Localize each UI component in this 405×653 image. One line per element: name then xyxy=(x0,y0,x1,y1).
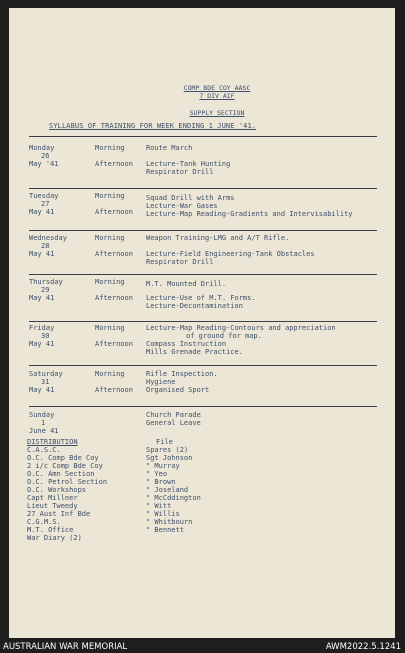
distribution-item: O.C. Amn Section xyxy=(27,470,95,478)
activity: Organised Sport xyxy=(146,386,210,394)
activity: Squad Drill with Arms xyxy=(146,194,235,202)
entry-time: Morning xyxy=(95,144,125,152)
entry-day: Tuesday xyxy=(29,192,59,200)
entry-time: Morning xyxy=(95,234,125,242)
divider xyxy=(29,321,377,322)
activity: Lecture-Decontamination xyxy=(146,302,243,310)
entry-date xyxy=(29,324,91,348)
activity: General Leave xyxy=(146,419,201,427)
entry-month: May 41 xyxy=(29,294,55,302)
activity: Lecture-War Gases xyxy=(146,202,218,210)
activity: Rifle Inspection. xyxy=(146,370,218,378)
activity: Church Parade xyxy=(146,411,201,419)
distribution-item: C.A.S.C. xyxy=(27,446,61,454)
entry-time: Afternoon xyxy=(95,250,133,258)
activity: Route March xyxy=(146,144,193,152)
entry-day-number: 26 xyxy=(41,152,50,160)
entry-day: Monday xyxy=(29,144,55,152)
entry-activities xyxy=(146,192,396,218)
entry-time: Morning xyxy=(95,192,125,200)
entry-activities xyxy=(146,411,396,427)
entry-day: Sunday xyxy=(29,411,55,419)
entry-time: Afternoon xyxy=(95,208,133,216)
activity: Hygiene xyxy=(146,378,176,386)
distribution-item: Lieut Tweedy xyxy=(27,502,78,510)
entry-time: Afternoon xyxy=(95,340,133,348)
entry-activities xyxy=(146,324,396,356)
divider xyxy=(29,274,377,275)
distribution-item: File xyxy=(156,438,173,446)
entry-date xyxy=(29,192,91,216)
activity: Respirator Drill xyxy=(146,258,214,266)
distribution-item: " Willis xyxy=(146,510,180,518)
entry-day-number: 31 xyxy=(41,378,50,386)
entry-month: May 41 xyxy=(29,340,55,348)
distribution-item: " Bennett xyxy=(146,526,184,534)
distribution-item: O.C. Comp Bde Coy xyxy=(27,454,99,462)
entry-time: Afternoon xyxy=(95,386,133,394)
activity: Weapon Training-LMG and A/T Rifle. xyxy=(146,234,290,242)
activity: of ground for map. xyxy=(186,332,262,340)
distribution-item: 2 i/c Comp Bde Coy xyxy=(27,462,103,470)
activity: Lecture-Map Reading-Gradients and Intervisability xyxy=(146,210,353,218)
distribution-item: Capt Millner xyxy=(27,494,78,502)
document-page xyxy=(9,8,395,638)
entry-month: May 41 xyxy=(29,386,55,394)
entry-day-number: 28 xyxy=(41,242,50,250)
divider xyxy=(29,365,377,366)
activity: Lecture-Map Reading-Contours and appreciation xyxy=(146,324,336,332)
distribution-item: O.C. Petrol Section xyxy=(27,478,108,486)
entry-month: May 41 xyxy=(29,250,55,258)
activity: Respirator Drill xyxy=(146,168,214,176)
entry-day: Saturday xyxy=(29,370,63,378)
entry-date xyxy=(29,144,91,168)
distribution-item: C.G.M.S. xyxy=(27,518,61,526)
entry-day-number: 1 xyxy=(41,419,46,427)
divider xyxy=(29,188,377,189)
activity: Compass Instruction xyxy=(146,340,227,348)
entry-date xyxy=(29,278,91,302)
distribution-item: War Diary (2) xyxy=(27,534,82,542)
distribution-item: " Joseland xyxy=(146,486,189,494)
accession-number: AWM2022.5.1241 xyxy=(325,642,401,652)
distribution-item: M.T. Office xyxy=(27,526,74,534)
entry-activities xyxy=(146,144,396,176)
entry-time: Afternoon xyxy=(95,294,133,302)
caption-bar xyxy=(0,640,405,653)
institution-label: AUSTRALIAN WAR MEMORIAL xyxy=(3,642,128,652)
schedule-entry-monday xyxy=(29,144,394,194)
entry-month: June 41 xyxy=(29,427,59,435)
heading-syllabus: SYLLABUS OF TRAINING FOR WEEK ENDING 1 JUNE '41. xyxy=(49,122,257,130)
entry-day: Wednesday xyxy=(29,234,67,242)
entry-date xyxy=(29,370,91,394)
entry-time: Morning xyxy=(95,324,125,332)
entry-day-number: 29 xyxy=(41,286,50,294)
distribution-item: " Whitbourn xyxy=(146,518,193,526)
divider xyxy=(29,406,377,407)
entry-activities xyxy=(146,370,396,394)
distribution-item: Spares (2) xyxy=(146,446,189,454)
heading-division: 7 DIV AIF xyxy=(199,92,235,100)
distribution-item: " Yeo xyxy=(146,470,168,478)
entry-date xyxy=(29,411,91,435)
heading-unit: COMP BDE COY AASC xyxy=(183,84,251,92)
entry-time: Morning xyxy=(95,278,125,286)
distribution-item: " McCddington xyxy=(146,494,201,502)
heading-section: SUPPLY SECTION xyxy=(189,109,245,117)
entry-day: Thursday xyxy=(29,278,63,286)
activity: Lecture-Tank Hunting xyxy=(146,160,231,168)
schedule-entry-friday xyxy=(29,324,394,374)
distribution-item: " Witt xyxy=(146,502,172,510)
activity: M.T. Mounted Drill. xyxy=(146,280,227,288)
entry-month: May '41 xyxy=(29,160,59,168)
divider xyxy=(29,230,377,231)
activity: Lecture-Field Engineering-Tank Obstacles xyxy=(146,250,315,258)
entry-month: May 41 xyxy=(29,208,55,216)
distribution-list-secondary xyxy=(146,438,266,534)
schedule-entry-wednesday xyxy=(29,234,394,284)
distribution-item: O.C. Workshops xyxy=(27,486,87,494)
activity: Mills Grenade Practice. xyxy=(146,348,243,356)
divider xyxy=(29,136,377,137)
entry-activities xyxy=(146,278,396,310)
activity: Lecture-Use of M.T. Forms. xyxy=(146,294,256,302)
distribution-item: " Brown xyxy=(146,478,176,486)
distribution-item: " Murray xyxy=(146,462,180,470)
entry-activities xyxy=(146,234,396,266)
entry-day: Friday xyxy=(29,324,55,332)
entry-day-number: 27 xyxy=(41,200,50,208)
entry-date xyxy=(29,234,91,258)
entry-time: Morning xyxy=(95,370,125,378)
entry-day-number: 30 xyxy=(41,332,50,340)
entry-time: Afternoon xyxy=(95,160,133,168)
distribution-item: Sgt Johnson xyxy=(146,454,193,462)
distribution-title: DISTRIBUTION xyxy=(27,438,78,446)
distribution-item: 27 Aust Inf Bde xyxy=(27,510,91,518)
